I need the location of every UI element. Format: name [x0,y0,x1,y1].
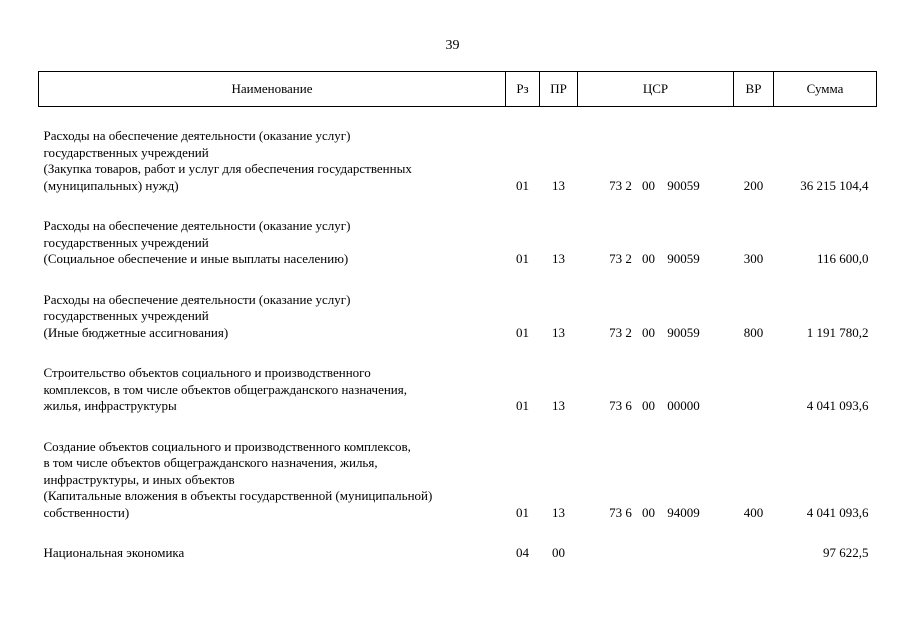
row-name-line: Расходы на обеспечение деятельности (оказание услуг) [43,218,351,233]
row-name-line: (Иные бюджетные ассигнования) [43,324,229,340]
row-sum: 36 215 104,4 [800,177,869,193]
header-name: Наименование [39,72,506,107]
row-rz: 01 [516,324,529,340]
row-csr3: 90059 [667,251,700,266]
row-vr: 200 [743,177,764,193]
row-name [39,292,506,342]
row-name-line: государственных учреждений [43,234,209,250]
row-name-line: Расходы на обеспечение деятельности (оказание услуг) [43,291,351,307]
row-vr [734,545,774,562]
row-name-line: инфраструктуры, и иных объектов [43,471,235,487]
row-name-line: Создание объектов социального и производственного комплексов, [43,438,411,454]
row-sum: 116 600,0 [816,251,869,266]
row-vr: 400 [743,504,764,520]
row-name [39,218,506,268]
row-csr2: 00 [642,324,655,340]
row-pr: 13 [552,251,565,266]
row-csr [578,128,734,194]
table-row [39,218,877,268]
row-csr2: 00 [642,177,655,193]
row-name-line: (Капитальные вложения в объекты государственной (муниципальной) [43,488,433,503]
row-csr [578,439,734,522]
row-name [39,439,506,522]
header-rz: Рз [506,72,540,107]
row-csr3: 94009 [667,504,700,520]
row-csr3: 90059 [667,324,700,340]
row-name-line: государственных учреждений [43,144,209,160]
row-csr3: 90059 [667,177,700,193]
row-csr [578,545,734,562]
row-spacer [39,415,877,439]
row-pr: 00 [552,545,565,560]
row-vr: 300 [743,251,764,266]
row-name [39,365,506,415]
row-csr1: 73 6 [609,398,632,413]
header-sum: Сумма [774,72,877,107]
row-pr: 13 [552,324,565,340]
row-csr [578,218,734,268]
row-name-line: государственных учреждений [43,308,209,323]
row-csr2: 00 [642,504,655,520]
row-csr2: 00 [642,398,655,413]
table-row [39,545,877,562]
row-csr [578,292,734,342]
row-sum: 97 622,5 [823,545,869,560]
header-vr: ВР [734,72,774,107]
row-name-line: жилья, инфраструктуры [43,398,177,413]
row-name-line: Строительство объектов социального и производственного [43,365,371,380]
row-vr: 800 [743,324,764,340]
row-name-line: (Закупка товаров, работ и услуг для обеспечения государственных [43,161,412,176]
row-rz: 01 [516,504,529,520]
header-csr: ЦСР [578,72,734,107]
row-rz: 01 [516,398,529,413]
row-spacer [39,521,877,545]
row-rz: 04 [516,545,529,560]
row-csr1: 73 2 [609,324,632,340]
table-row [39,439,877,522]
table-row [39,128,877,194]
row-csr1: 73 6 [609,504,632,520]
row-name-line: комплексов, в том числе объектов общегражданского назначения, [43,381,407,397]
table-row [39,365,877,415]
row-csr2: 00 [642,251,655,266]
row-sum: 4 041 093,6 [806,398,869,413]
row-name [39,128,506,194]
row-name-line: Расходы на обеспечение деятельности (оказание услуг) [43,128,351,143]
row-rz: 01 [516,177,529,193]
row-csr1: 73 2 [609,177,632,193]
row-spacer [39,268,877,292]
row-name-line: собственности) [43,504,130,520]
row-pr: 13 [552,177,565,193]
budget-table [38,71,877,562]
row-rz: 01 [516,251,529,266]
header-pr: ПР [540,72,578,107]
table-row [39,292,877,342]
table-header-row [39,72,877,107]
row-vr [734,365,774,415]
row-sum: 1 191 780,2 [806,324,869,340]
row-csr1: 73 2 [609,251,632,266]
row-csr3: 00000 [667,398,700,413]
row-name-line: Национальная экономика [43,545,185,560]
row-name [39,545,506,562]
row-spacer [39,194,877,218]
row-spacer [39,107,877,129]
row-spacer [39,341,877,365]
row-pr: 13 [552,398,565,413]
row-csr [578,365,734,415]
row-sum: 4 041 093,6 [806,504,869,520]
row-name-line: (Социальное обеспечение и иные выплаты населению) [43,251,349,266]
row-pr: 13 [552,504,565,520]
row-name-line: (муниципальных) нужд) [43,177,179,193]
row-name-line: в том числе объектов общегражданского назначения, жилья, [43,455,378,470]
page-number: 39 [445,38,460,53]
